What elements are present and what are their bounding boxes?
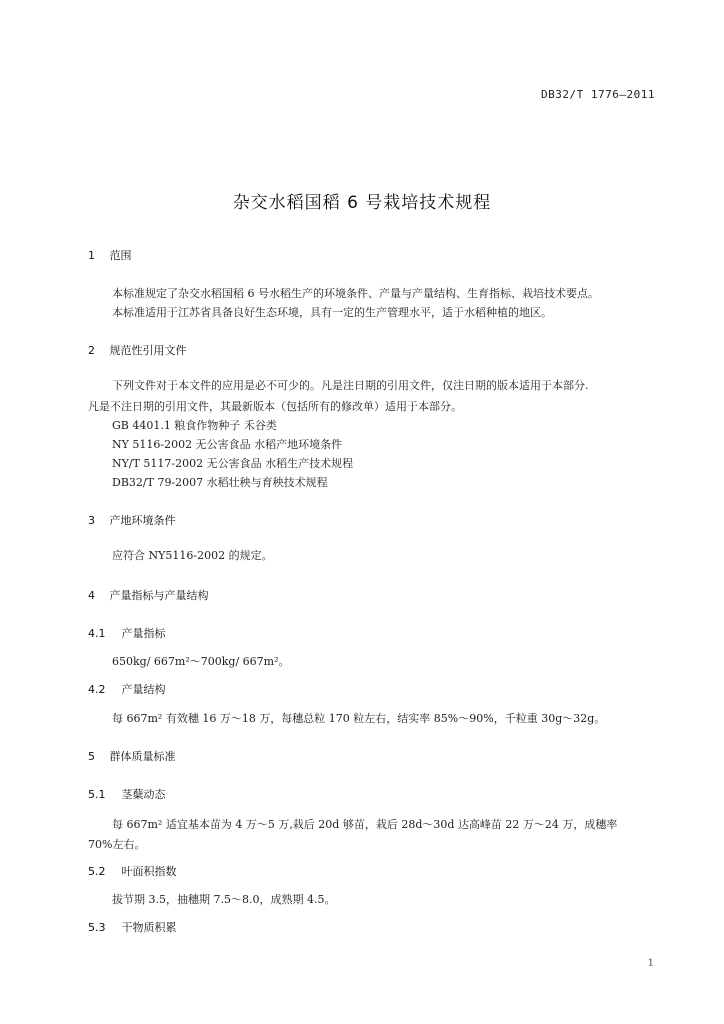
paragraph: 应符合 NY5116-2002 的规定。 — [112, 549, 273, 562]
paragraph: 本标准适用于江苏省具备良好生态环境，具有一定的生产管理水平，适于水稻种植的地区。 — [112, 306, 552, 319]
standard-code: DB32/T 1776—2011 — [541, 88, 655, 101]
paragraph: 本标准规定了杂交水稻国稻 6 号水稻生产的环境条件、产量与产量结构、生育指标、栽培技术要点。 — [112, 287, 599, 300]
section-heading-2 — [88, 341, 187, 361]
section-number: 3 — [88, 514, 95, 527]
section-title: 产量指标与产量结构 — [109, 589, 209, 602]
subsection-number: 5.1 — [88, 788, 106, 801]
section-title: 群体质量标准 — [109, 750, 176, 763]
paragraph: 拔节期 3.5，抽穗期 7.5～8.0，成熟期 4.5。 — [112, 893, 336, 906]
subsection-title: 产量结构 — [121, 683, 166, 696]
reference-item: DB32/T 79-2007 水稻壮秧与育秧技术规程 — [112, 476, 328, 489]
section-heading-3 — [88, 511, 176, 531]
section-number: 5 — [88, 750, 95, 763]
subsection-title: 干物质积累 — [121, 921, 177, 934]
paragraph: 凡是不注日期的引用文件，其最新版本（包括所有的修改单）适用于本部分。 — [88, 400, 462, 413]
subsection-heading-5-3 — [88, 918, 177, 938]
subsection-number: 5.3 — [88, 921, 106, 934]
subsection-title: 茎蘖动态 — [121, 788, 166, 801]
section-heading-4 — [88, 586, 209, 606]
paragraph: 70%左右。 — [88, 838, 146, 851]
subsection-number: 4.2 — [88, 683, 106, 696]
section-title: 范围 — [109, 249, 132, 262]
paragraph: 下列文件对于本文件的应用是必不可少的。凡是注日期的引用文件，仅注日期的版本适用于本部分. — [112, 379, 589, 392]
reference-item: NY 5116-2002 无公害食品 水稻产地环境条件 — [112, 438, 343, 451]
section-number: 2 — [88, 344, 95, 357]
document-title: 杂交水稻国稻 6 号栽培技术规程 — [232, 193, 492, 213]
section-number: 4 — [88, 589, 95, 602]
subsection-title: 叶面积指数 — [121, 865, 177, 878]
subsection-heading-4-1 — [88, 624, 166, 644]
page-number: 1 — [647, 958, 654, 969]
subsection-number: 5.2 — [88, 865, 106, 878]
paragraph: 每 667m² 有效穗 16 万～18 万，每穗总粒 170 粒左右，结实率 85%～90%，千粒重 30g～32g。 — [112, 712, 606, 725]
paragraph: 每 667m² 适宜基本苗为 4 万～5 万,栽后 20d 够苗，栽后 28d～30d 达高峰苗 22 万～24 万，成穗率 — [112, 818, 618, 831]
section-heading-1 — [88, 246, 132, 266]
section-heading-5 — [88, 747, 176, 767]
section-title: 产地环境条件 — [109, 514, 176, 527]
reference-item: GB 4401.1 粮食作物种子 禾谷类 — [112, 419, 277, 432]
paragraph: 650kg/ 667m²～700kg/ 667m²。 — [112, 655, 290, 668]
subsection-heading-5-2 — [88, 862, 177, 882]
reference-item: NY/T 5117-2002 无公害食品 水稻生产技术规程 — [112, 457, 354, 470]
subsection-title: 产量指标 — [121, 627, 166, 640]
section-number: 1 — [88, 249, 95, 262]
subsection-heading-4-2 — [88, 680, 166, 700]
subsection-number: 4.1 — [88, 627, 106, 640]
subsection-heading-5-1 — [88, 785, 166, 805]
section-title: 规范性引用文件 — [109, 344, 187, 357]
